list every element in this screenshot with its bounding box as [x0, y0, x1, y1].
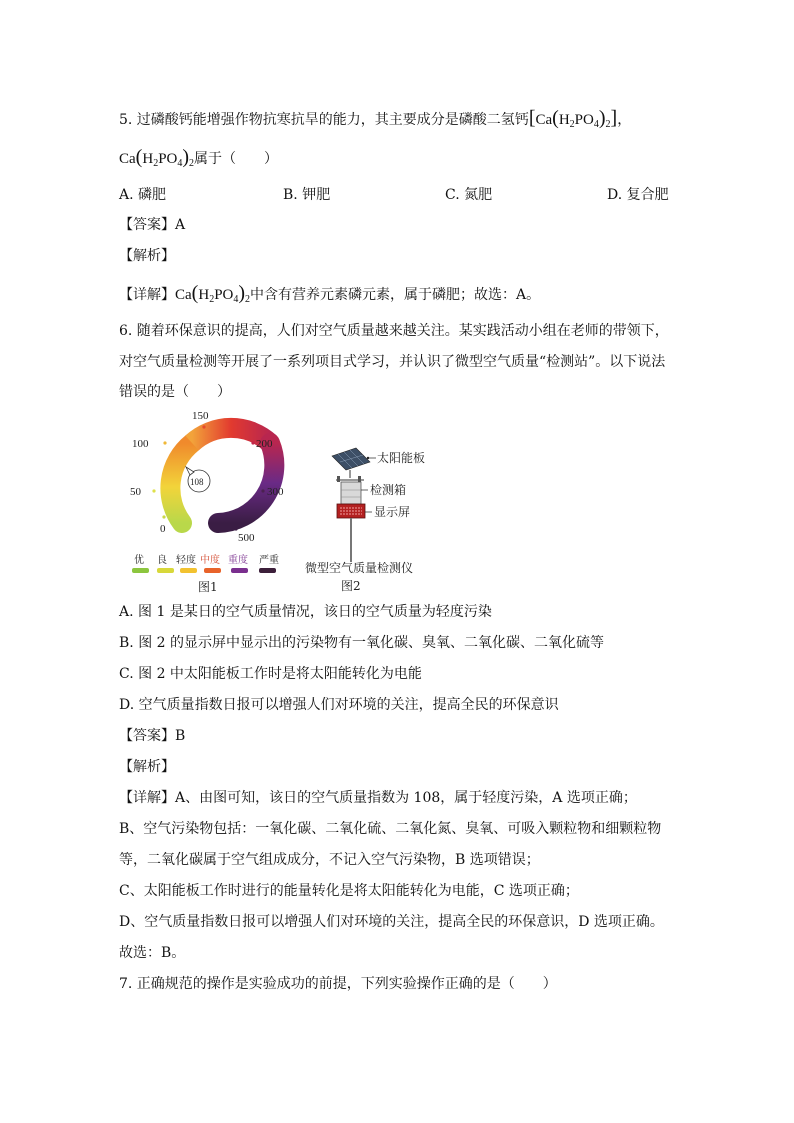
- legend-label-good: 良: [157, 555, 167, 566]
- q5-option-a: A. 磷肥: [119, 187, 167, 203]
- q5-formula-inline: $[Ca(H_2PO_4)_2]$: [528, 107, 618, 130]
- solar-panel-icon: [332, 448, 370, 478]
- q6-option-a: A. 图 1 是某日的空气质量情况，该日的空气质量为轻度污染: [119, 604, 492, 620]
- legend-swatch-severe: [259, 568, 276, 573]
- q5-stem-line-1: 5. 过磷酸钙能增强作物抗寒抗旱的能力，其主要成分是磷酸二氢钙$[Ca(H_2PO_4)_2]$，: [119, 107, 632, 130]
- gauge-tick-300: 300: [267, 486, 284, 498]
- q6-stem-line-3: 错误的是（ ）: [119, 384, 231, 400]
- q6-detail-line-5: D、空气质量指数日报可以增强人们对环境的关注，提高全民的环保意识，D 选项正确。: [119, 914, 664, 930]
- q5-stem-suffix: 属于（ ）: [194, 151, 279, 167]
- q5-detail-prefix: 【详解】: [119, 287, 175, 303]
- legend-label-medium: 中度: [200, 555, 220, 566]
- legend-swatch-excellent: [132, 568, 149, 573]
- q5-detail-formula: $Ca(H_2PO_4)_2$: [175, 282, 251, 305]
- gauge-tick-500: 500: [238, 532, 255, 544]
- q5-formula: $Ca(H_2PO_4)_2$: [119, 146, 195, 169]
- legend-label-heavy: 重度: [228, 555, 248, 566]
- q5-stem-text: 5. 过磷酸钙能增强作物抗寒抗旱的能力，其主要成分是磷酸二氢钙: [119, 112, 529, 128]
- q5-option-c: C. 氮肥: [445, 187, 493, 203]
- detection-box-icon: [341, 482, 361, 504]
- q5-detail-rest: 中含有营养元素磷元素，属于磷肥；故选：A。: [250, 287, 541, 303]
- legend-swatch-heavy: [231, 568, 248, 573]
- q5-answer: 【答案】A: [119, 217, 186, 233]
- legend-label-severe: 严重: [259, 555, 279, 566]
- legend-swatch-medium: [204, 568, 221, 573]
- label-display-screen: 显示屏: [374, 505, 411, 519]
- q6-detail-line-2: B、空气污染物包括：一氧化碳、二氧化硫、二氧化氮、臭氧、可吸入颗粒物和细颗粒物: [119, 821, 662, 837]
- q5-option-d: D. 复合肥: [607, 187, 669, 203]
- q6-stem-line-2: 对空气质量检测等开展了一系列项目式学习，并认识了微型空气质量“检测站”。以下说法: [119, 354, 666, 370]
- display-screen-icon: [337, 504, 365, 518]
- gauge-tick-50: 50: [130, 486, 141, 498]
- gauge-pointer-icon: [186, 467, 210, 492]
- gauge-tick-150: 150: [192, 410, 209, 422]
- legend-label-light: 轻度: [176, 555, 196, 566]
- q6-detail-line-1: 【详解】A、由图可知，该日的空气质量指数为 108，属于轻度污染，A 选项正确；: [119, 790, 637, 806]
- q6-option-d: D. 空气质量指数日报可以增强人们对环境的关注，提高全民的环保意识: [119, 697, 559, 713]
- label-solar-panel: 太阳能板: [377, 451, 426, 465]
- gauge-tick-0: 0: [160, 523, 166, 535]
- q6-detail-line-3: 等，二氧化碳属于空气组成成分，不记入空气污染物，B 选项错误；: [119, 852, 540, 868]
- gauge-arc-severe: [218, 443, 274, 523]
- q6-option-b: B. 图 2 的显示屏中显示出的污染物有一氧化碳、臭氧、二氧化碳、二氧化硫等: [119, 635, 604, 651]
- q5-stem-line-2: [119, 147, 278, 174]
- q6-detail-line-6: 故选：B。: [119, 945, 186, 961]
- figure-2-caption: 图2: [341, 579, 361, 593]
- q7-stem: 7. 正确规范的操作是实验成功的前提，下列实验操作正确的是（ ）: [119, 976, 557, 992]
- label-detection-box: 检测箱: [370, 483, 407, 497]
- legend-swatch-good: [157, 568, 174, 573]
- figure-1-caption: 图1: [198, 580, 218, 594]
- q6-stem-line-1: 6. 随着环保意识的提高，人们对空气质量越来越关注。某实践活动小组在老师的带领下，: [119, 323, 669, 339]
- q6-detail-line-4: C、太阳能板工作时进行的能量转化是将太阳能转化为电能，C 选项正确；: [119, 883, 579, 899]
- q5-detail: [119, 283, 540, 310]
- q5-option-b: B. 钾肥: [283, 187, 331, 203]
- legend-swatch-light: [180, 568, 197, 573]
- q5-analysis-label: 【解析】: [119, 248, 175, 264]
- figure-1-aqi-gauge: [120, 405, 300, 595]
- q6-analysis-label: 【解析】: [119, 759, 175, 775]
- figure-2-device-name: 微型空气质量检测仪: [305, 561, 414, 575]
- legend-label-excellent: 优: [134, 555, 144, 566]
- gauge-tick-100: 100: [132, 438, 149, 450]
- gauge-value: 108: [190, 477, 204, 487]
- q6-option-c: C. 图 2 中太阳能板工作时是将太阳能转化为电能: [119, 666, 422, 682]
- figure-2-monitor: [300, 440, 430, 595]
- gauge-tick-200: 200: [256, 438, 273, 450]
- q6-answer: 【答案】B: [119, 728, 186, 744]
